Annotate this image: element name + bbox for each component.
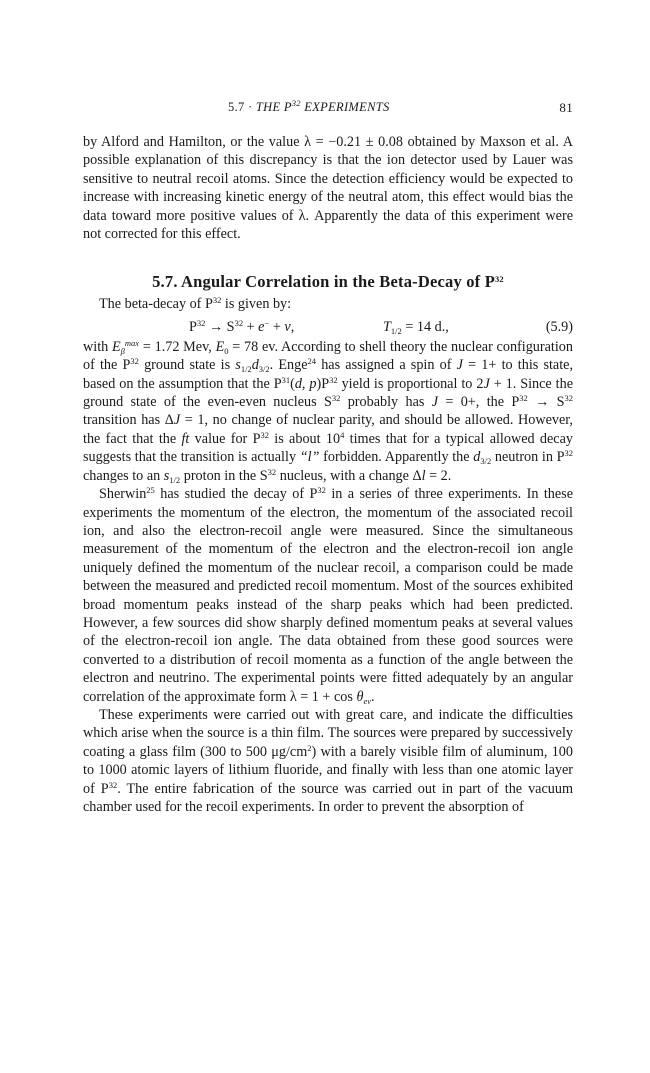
equation-5-9	[83, 316, 573, 338]
paragraph-intro: The beta-decay of $P^{32}$ is given by:	[99, 295, 292, 313]
equation-half-life: $T_{1/2} = 14$ d.,	[383, 318, 449, 336]
equation-number: (5.9)	[545, 318, 573, 335]
paragraph-source-preparation: These experiments were carried out with great care, and indicate the difficulties which arise when the source is a thin film. The sources were prepared by successively coating a glass film (300 to 500 $\mu g/cm^2$) with a barely visible film of aluminum, 100 to 1000 atomic layers of lithium fluoride, and finally with less than one atomic layer of $P^{32}$. The entire fabrication of the source was carried out in part of the vacuum chamber used for the recoil experiments. In order to prevent the absorption of	[83, 706, 573, 815]
paragraph-shell-theory: with $E_\beta^{max} = 1.72$ Mev, $E_0 = 78$ ev. According to shell theory the nuclear configuration of the $P^{32}$ ground state is $s_{1/2}d_{3/2}$. Enge$^{24}$ has assigned a spin of J = 1+ to this state, based on the assumption that the $P^{31}(d$, $p)P^{32}$ yield is proportional to 2J + 1. Since the ground state of the even-even nucleus $S^{32}$ probably has J = 0+, the $P^{32} \to S^{32}$ transition has ΔJ = 1, no change of nuclear parity, and should be allowed. However, the fact that the ft value for $P^{32}$ is about $10^4$ times that for a typical allowed decay suggests that the transition is actually “l” forbidden. Apparently the $d_{3/2}$ neutron in $P^{32}$ changes to an $s_{1/2}$ proton in the $S^{32}$ nucleus, with a change Δl = 2.	[83, 337, 574, 485]
page-number: 81	[559, 100, 573, 115]
paragraph-sherwin: Sherwin$^{25}$ has studied the decay of $P^{32}$ in a series of three experiments. In these experiments the momentum of the electron, the momentum of the associated recoil ion, and also the electron-recoil angle were measured. Since the simultaneous measurement of the momentum of the electron and the electron-recoil ion angle uniquely defined the momentum of the nuclear recoil, a comparison could be made between the measured and predicted recoil momentum. Most of the sources exhibited broad momentum peaks instead of the sharp peaks which had been predicted. However, a few sources did show sharply defined momentum peaks at several values of the electron-recoil ion angle. The data obtained from these good sources were converted to a distribution of recoil momenta as a function of the angle between the electron and neutrino. The experimental points were fitted adequately by an angular correlation of the approximate form $\lambda = 1 + \cos \theta_{e\nu}$.	[83, 485, 573, 706]
paragraph-continued: by Alford and Hamilton, or the value λ = −0.21 ± 0.08 obtained by Maxson et al. A possible explanation of this discrepancy is that the ion detector used by Lauer was sensitive to neutral recoil atoms. Since the detection efficiency would be expected to increase with increasing kinetic energy of the neutral atom, this effect would bias the data toward more positive values of λ. Apparently the data of this experiment were not corrected for this effect.	[83, 134, 573, 243]
running-head	[83, 96, 573, 116]
running-head-title: 5.7 · THE $P^{32}$ EXPERIMENTS	[228, 98, 390, 114]
book-page	[83, 96, 573, 816]
equation-expression: $P^{32} \to S^{32} + e^- + \nu$,	[189, 317, 295, 335]
section-heading: 5.7. Angular Correlation in the Beta-Decay of $P^{32}$	[152, 272, 504, 292]
body-text	[83, 133, 573, 816]
